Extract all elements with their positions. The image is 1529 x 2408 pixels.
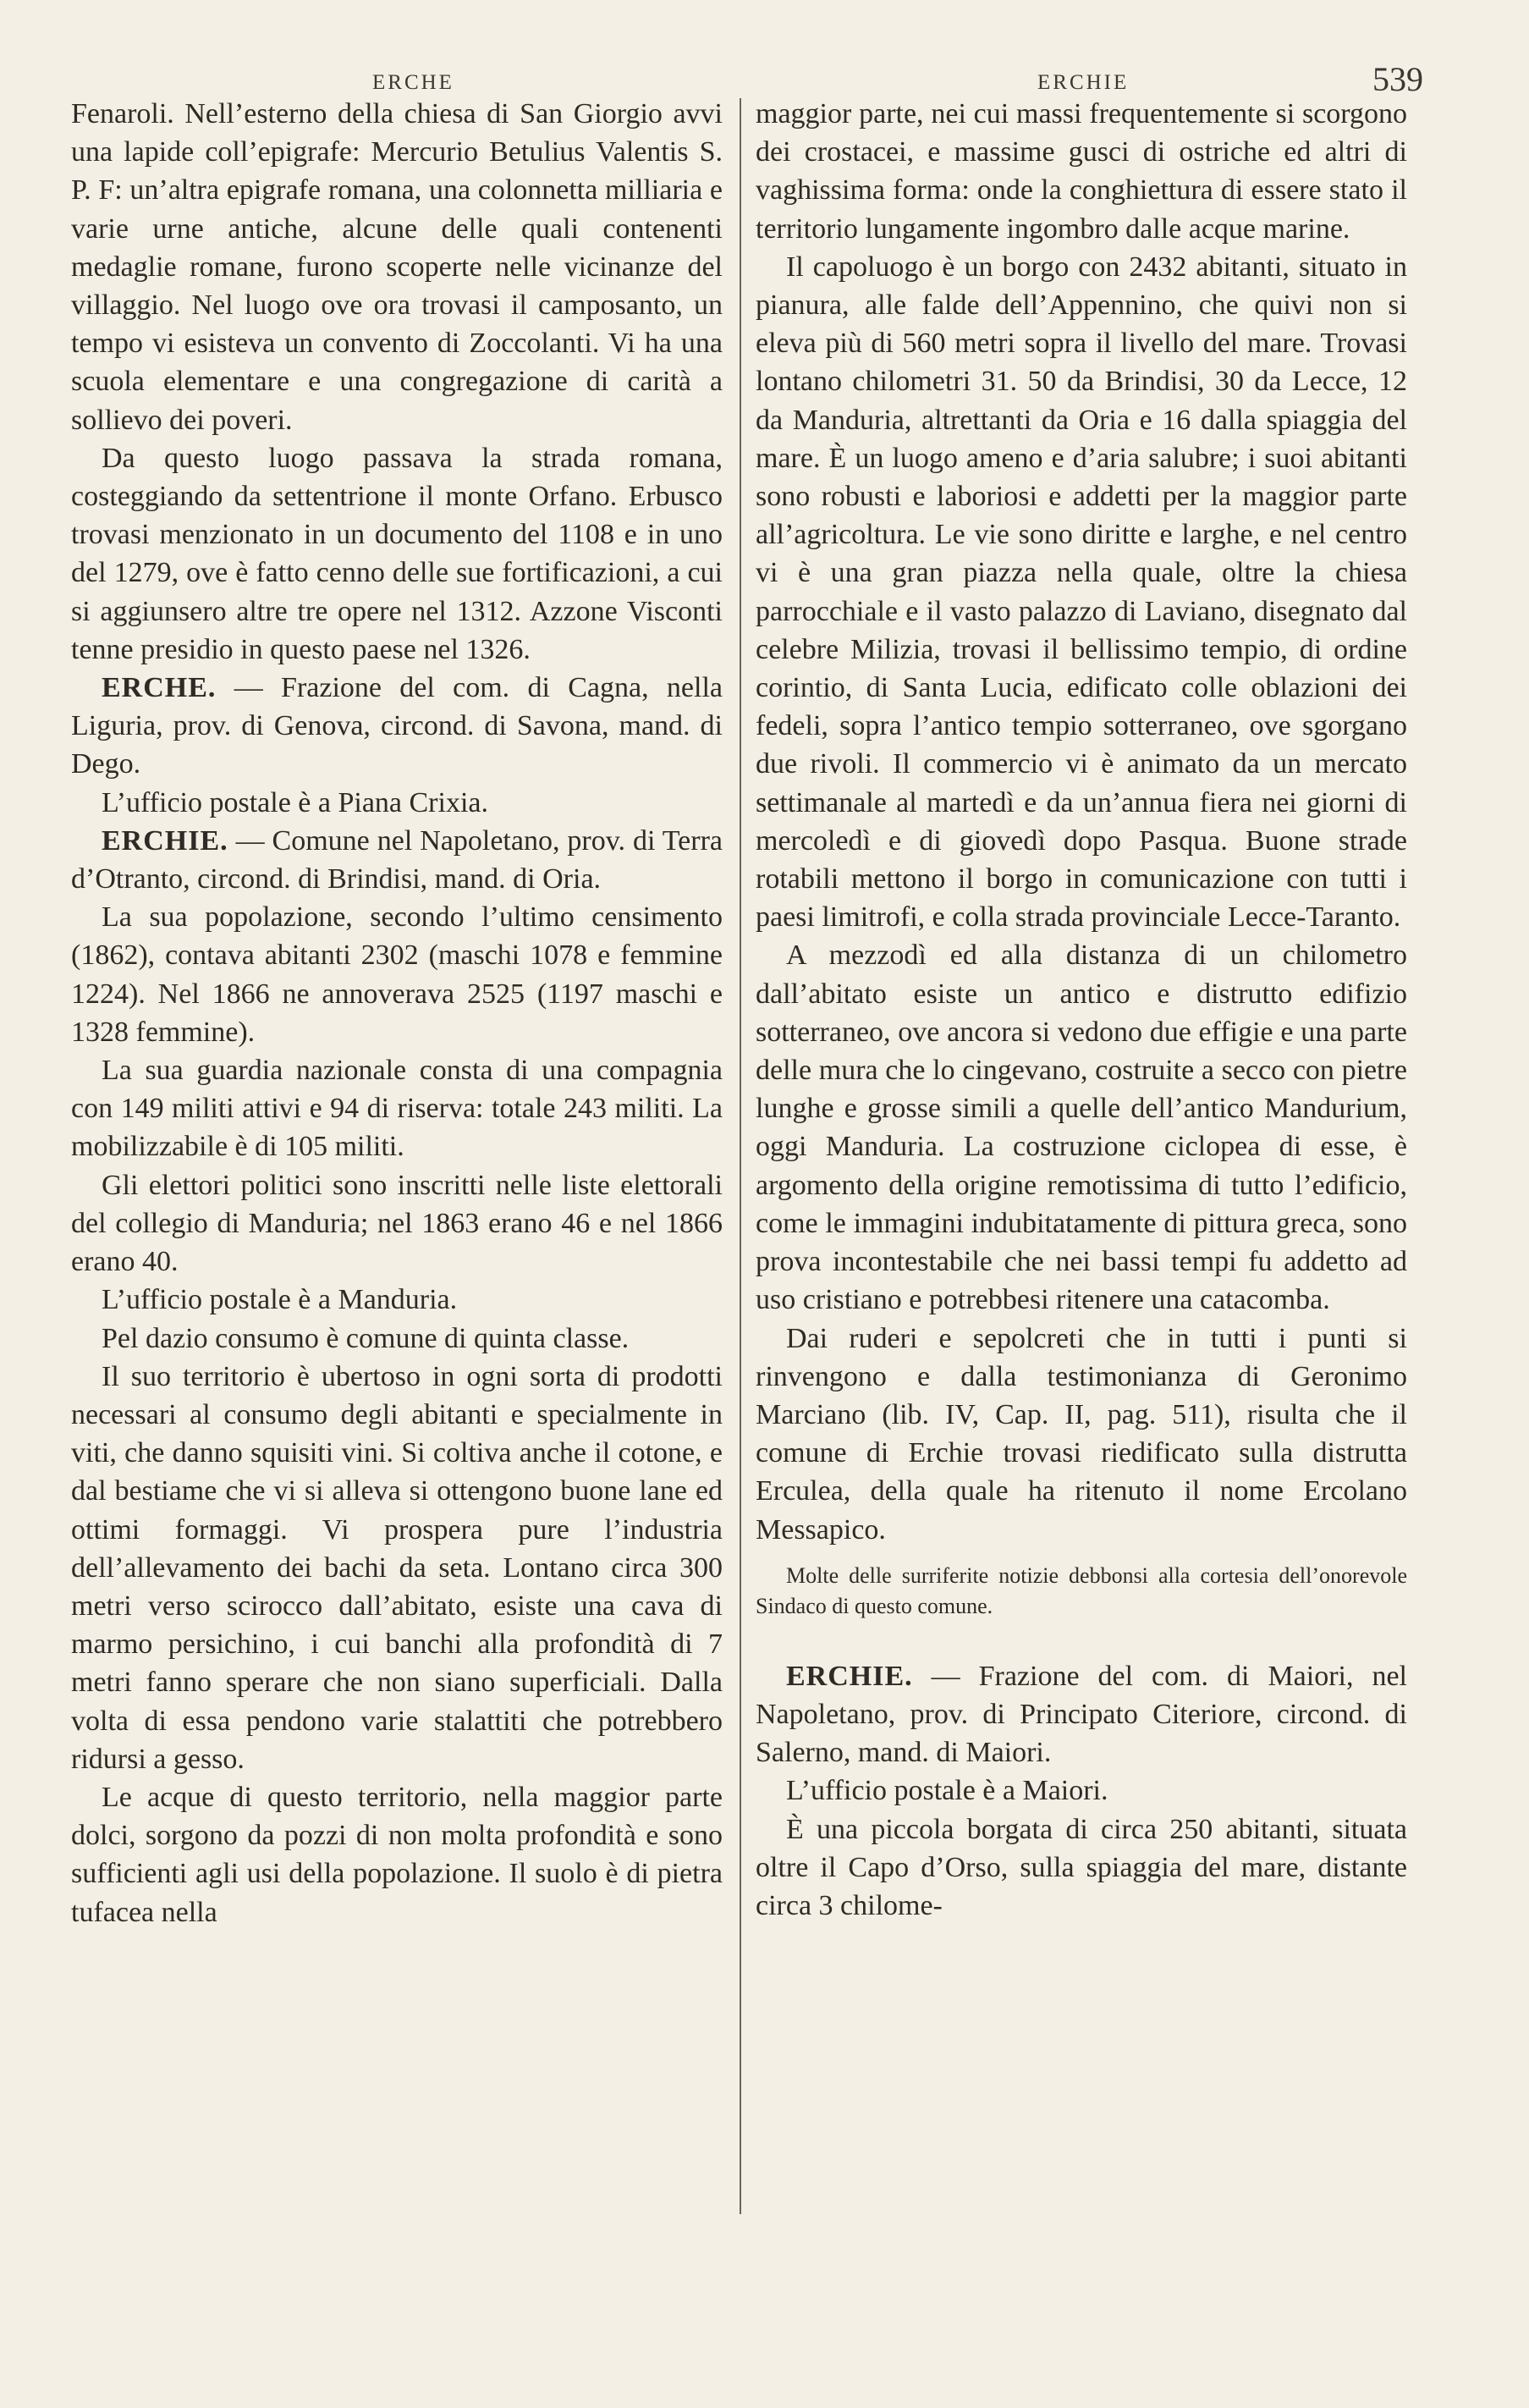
paragraph: Il suo territorio è ubertoso in ogni sorta di prodotti necessari al consumo degli abitanti e specialmente in viti, che danno squisiti vini. Si coltiva anche il cotone, e dal bestiame che vi si alleva si ottengono buone lane ed ottimi formaggi. Vi prospera pure l’industria dell’allevamento dei bachi da seta. Lontano circa 300 metri verso scirocco dall’abitato, esiste una cava di marmo persichino, i cui banchi alla profondità di 7 metri fanno sperare che non siano superficiali. Dalla volta di essa pendono varie stalattiti che potrebbero ridursi a gesso.	[71, 1360, 723, 1775]
entry-headword: ERCHIE.	[786, 1660, 913, 1692]
paragraph: Le acque di questo territorio, nella maggior parte dolci, sorgono da pozzi di non molta profondità e sono sufficienti agli usi della popolazione. Il suolo è di pietra tufacea nella	[71, 1781, 723, 1928]
entry-erchie	[71, 822, 723, 898]
entry-headword: ERCHE.	[102, 672, 217, 704]
column-divider	[740, 98, 741, 2214]
paragraph: A mezzodì ed alla distanza di un chilometro dall’abitato esiste un antico e distrutto edifizio sotterraneo, ove ancora si vedono due effigie e una parte delle mura che lo cingevano, costruite a secco con pietre lunghe e grosse simili a quelle dell’antico Mandurium, oggi Manduria. La costruzione ciclopea di esse, è argomento della origine remotissima di tutto l’edificio, come le immagini indubitatamente di pittura greca, sono prova incontestabile che nei bassi tempi fu addetto ad uso cristiano e potrebbesi ritenere una catacomba.	[756, 940, 1407, 1316]
paragraph: Dai ruderi e sepolcreti che in tutti i punti si rinvengono e dalla testimonianza di Geronimo Marciano (lib. IV, Cap. II, pag. 511), risulta che il comune di Erchie trovasi riedificato sulla distrutta Erculea, della quale ha ritenuto il nome Ercolano Messapico.	[756, 1322, 1407, 1546]
running-header-left: ERCHE	[372, 71, 454, 94]
paragraph: Da questo luogo passava la strada romana, costeggiando da settentrione il monte Orfano. Erbusco trovasi menzionato in un documento del 1108 e in uno del 1279, ove è fatto cenno delle sue fortificazioni, a cui si aggiunsero altre tre opere nel 1312. Azzone Visconti tenne presidio in questo paese nel 1326.	[71, 442, 723, 665]
entry-erche	[71, 669, 723, 784]
spacer	[756, 1622, 1407, 1657]
entry-headword: ERCHIE.	[102, 824, 228, 857]
paragraph: L’ufficio postale è a Maiori.	[786, 1775, 1108, 1807]
footnote: Molte delle surriferite notizie debbonsi alla cortesia dell’onorevole Sindaco di questo comune.	[756, 1562, 1407, 1618]
right-column	[756, 95, 1407, 1925]
paragraph: Gli elettori politici sono inscritti nelle liste elettorali del collegio di Manduria; nel 1863 erano 46 e nel 1866 erano 40.	[71, 1169, 723, 1278]
entry-text: — Frazione del com. di Maiori, nel Napoletano, prov. di Principato Citeriore, circond. di Salerno, mand. di Maiori.	[756, 1660, 1407, 1769]
entry-erchie-2	[756, 1657, 1407, 1772]
page-number: 539	[1372, 60, 1423, 98]
paragraph: La sua guardia nazionale consta di una compagnia con 149 militi attivi e 94 di riserva: totale 243 militi. La mobilizzabile è di 105 militi.	[71, 1055, 723, 1163]
paragraph: Fenaroli. Nell’esterno della chiesa di San Giorgio avvi una lapide coll’epigrafe: Mercurio Betulius Valentis S. P. F: un’altra epigrafe romana, una colonnetta milliaria e varie urne antiche, alcune delle quali contenenti medaglie romane, furono scoperte nelle vicinanze del villaggio. Nel luogo ove ora trovasi il camposanto, un tempo vi esisteva un convento di Zoccolanti. Vi ha una scuola elementare e una congregazione di carità a sollievo dei poveri.	[71, 98, 723, 436]
entry-text: — Comune nel Napoletano, prov. di Terra d’Otranto, circond. di Brindisi, mand. di Oria.	[71, 824, 723, 895]
entry-text: — Frazione del com. di Cagna, nella Liguria, prov. di Genova, circond. di Savona, mand. di Dego.	[71, 672, 723, 780]
running-header-right: ERCHIE	[1037, 71, 1130, 94]
left-column	[71, 95, 723, 1931]
paragraph: maggior parte, nei cui massi frequentemente si scorgono dei crostacei, e massime gusci di ostriche ed altri di vaghissima forma: onde la conghiettura di essere stato il territorio lungamente ingombro dalle acque marine.	[756, 98, 1407, 245]
paragraph: La sua popolazione, secondo l’ultimo censimento (1862), contava abitanti 2302 (maschi 1078 e femmine 1224). Nel 1866 ne annoverava 2525 (1197 maschi e 1328 femmine).	[71, 901, 723, 1048]
paragraph: Pel dazio consumo è comune di quinta classe.	[102, 1322, 630, 1354]
paragraph: Il capoluogo è un borgo con 2432 abitanti, situato in pianura, alle falde dell’Appennino, che quivi non si eleva più di 560 metri sopra il livello del mare. Trovasi lontano chilometri 31. 50 da Brindisi, 30 da Lecce, 12 da Manduria, altrettanti da Oria e 16 dalla spiaggia del mare. È un luogo ameno e d’aria salubre; i suoi abitanti sono robusti e laboriosi e addetti per la maggior parte all’agricoltura. Le vie sono diritte e larghe, e nel centro vi è una gran piazza nella quale, oltre la chiesa parrocchiale e il vasto palazzo di Laviano, disegnato dal celebre Milizia, trovasi il bellissimo tempio, di ordine corintio, di Santa Lucia, edificato colle oblazioni dei fedeli, sopra l’antico tempio sotterraneo, ove sgorgano due rivoli. Il commercio vi è animato da un mercato settimanale al martedì e da un’annua fiera nei giorni di mercoledì e di giovedì dopo Pasqua. Buone strade rotabili mettono il borgo in comunicazione con tutti i paesi limitrofi, e colla strada provinciale Lecce-Taranto.	[756, 251, 1407, 934]
paragraph: L’ufficio postale è a Manduria.	[102, 1284, 458, 1316]
paragraph: È una piccola borgata di circa 250 abitanti, situata oltre il Capo d’Orso, sulla spiaggia del mare, distante circa 3 chilome-	[756, 1813, 1407, 1921]
paragraph: L’ufficio postale è a Piana Crixia.	[102, 786, 488, 818]
